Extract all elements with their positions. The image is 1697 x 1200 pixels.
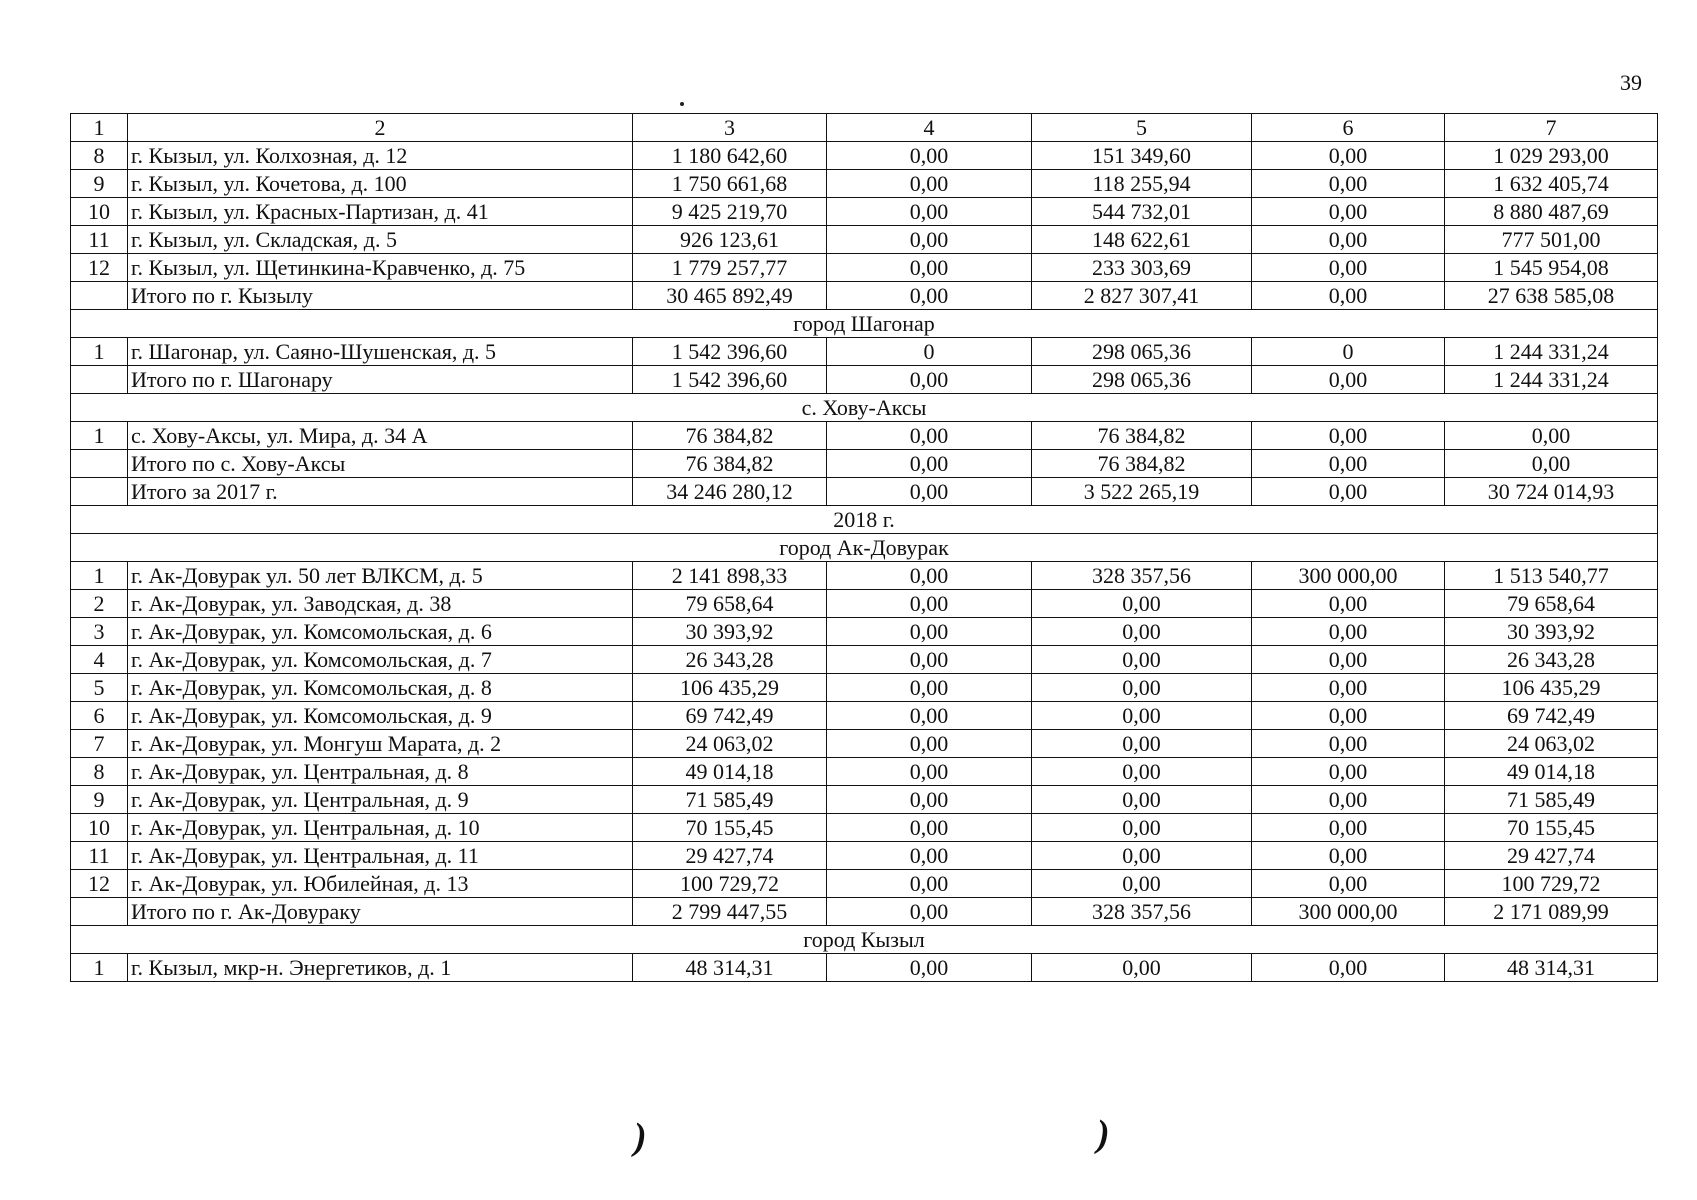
amount-cell: 1 244 331,24 xyxy=(1445,338,1658,366)
amount-cell: 1 779 257,77 xyxy=(633,254,827,282)
amount-cell: 29 427,74 xyxy=(1445,842,1658,870)
amount-cell: 0 xyxy=(827,338,1032,366)
amount-cell: 76 384,82 xyxy=(633,422,827,450)
amount-cell: 24 063,02 xyxy=(1445,730,1658,758)
amount-cell: 0,00 xyxy=(1252,702,1445,730)
table-row xyxy=(71,674,1658,702)
amount-cell: 0 xyxy=(1252,338,1445,366)
amount-cell: 0,00 xyxy=(827,674,1032,702)
amount-cell: 0,00 xyxy=(1032,842,1252,870)
address-cell: г. Кызыл, ул. Щетинкина-Кравченко, д. 75 xyxy=(128,254,633,282)
amount-cell: 106 435,29 xyxy=(1445,674,1658,702)
section-row xyxy=(71,926,1658,954)
amount-cell: 1 542 396,60 xyxy=(633,338,827,366)
estimate-table xyxy=(70,113,1658,982)
amount-cell: 0,00 xyxy=(827,254,1032,282)
amount-cell: 0,00 xyxy=(1032,814,1252,842)
amount-cell: 0,00 xyxy=(827,758,1032,786)
amount-cell: 79 658,64 xyxy=(1445,590,1658,618)
amount-cell: 76 384,82 xyxy=(1032,422,1252,450)
header-cell: 5 xyxy=(1032,114,1252,142)
table-row xyxy=(71,870,1658,898)
amount-cell: 71 585,49 xyxy=(633,786,827,814)
amount-cell: 26 343,28 xyxy=(633,646,827,674)
address-cell: г. Ак-Довурак, ул. Юбилейная, д. 13 xyxy=(128,870,633,898)
address-cell: г. Ак-Довурак, ул. Центральная, д. 10 xyxy=(128,814,633,842)
amount-cell: 0,00 xyxy=(827,954,1032,982)
amount-cell: 3 522 265,19 xyxy=(1032,478,1252,506)
table-row xyxy=(71,478,1658,506)
address-cell: г. Ак-Довурак, ул. Комсомольская, д. 9 xyxy=(128,702,633,730)
address-cell: г. Ак-Довурак, ул. Центральная, д. 11 xyxy=(128,842,633,870)
row-number: 10 xyxy=(71,814,128,842)
row-number: 8 xyxy=(71,142,128,170)
amount-cell: 0,00 xyxy=(827,198,1032,226)
amount-cell: 0,00 xyxy=(827,842,1032,870)
scan-speck xyxy=(680,102,684,106)
amount-cell: 0,00 xyxy=(1032,618,1252,646)
table-row xyxy=(71,590,1658,618)
address-cell: г. Ак-Довурак, ул. Комсомольская, д. 6 xyxy=(128,618,633,646)
row-number: 9 xyxy=(71,786,128,814)
amount-cell: 34 246 280,12 xyxy=(633,478,827,506)
amount-cell: 1 545 954,08 xyxy=(1445,254,1658,282)
header-cell: 3 xyxy=(633,114,827,142)
amount-cell: 0,00 xyxy=(1445,422,1658,450)
amount-cell: 49 014,18 xyxy=(633,758,827,786)
amount-cell: 0,00 xyxy=(1032,674,1252,702)
address-cell: г. Шагонар, ул. Саяно-Шушенская, д. 5 xyxy=(128,338,633,366)
address-cell: г. Ак-Довурак, ул. Заводская, д. 38 xyxy=(128,590,633,618)
amount-cell: 0,00 xyxy=(1252,758,1445,786)
handwritten-mark: ) xyxy=(1097,1113,1110,1155)
address-cell: Итого по г. Кызылу xyxy=(128,282,633,310)
amount-cell: 0,00 xyxy=(1252,282,1445,310)
amount-cell: 1 244 331,24 xyxy=(1445,366,1658,394)
row-number: 11 xyxy=(71,842,128,870)
table-row xyxy=(71,366,1658,394)
row-number: 8 xyxy=(71,758,128,786)
amount-cell: 70 155,45 xyxy=(1445,814,1658,842)
amount-cell: 0,00 xyxy=(827,590,1032,618)
amount-cell: 69 742,49 xyxy=(1445,702,1658,730)
section-row xyxy=(71,394,1658,422)
address-cell: г. Кызыл, мкр-н. Энергетиков, д. 1 xyxy=(128,954,633,982)
header-row xyxy=(71,114,1658,142)
amount-cell: 70 155,45 xyxy=(633,814,827,842)
amount-cell: 71 585,49 xyxy=(1445,786,1658,814)
row-number xyxy=(71,282,128,310)
amount-cell: 0,00 xyxy=(827,814,1032,842)
address-cell: Итого по г. Ак-Довураку xyxy=(128,898,633,926)
amount-cell: 79 658,64 xyxy=(633,590,827,618)
table-row xyxy=(71,786,1658,814)
address-cell: Итого за 2017 г. xyxy=(128,478,633,506)
amount-cell: 1 542 396,60 xyxy=(633,366,827,394)
table-row xyxy=(71,618,1658,646)
amount-cell: 1 029 293,00 xyxy=(1445,142,1658,170)
amount-cell: 0,00 xyxy=(1032,730,1252,758)
table-row xyxy=(71,282,1658,310)
header-cell: 6 xyxy=(1252,114,1445,142)
amount-cell: 0,00 xyxy=(827,786,1032,814)
section-title: 2018 г. xyxy=(71,506,1658,534)
amount-cell: 0,00 xyxy=(827,450,1032,478)
amount-cell: 0,00 xyxy=(1252,422,1445,450)
amount-cell: 106 435,29 xyxy=(633,674,827,702)
amount-cell: 1 632 405,74 xyxy=(1445,170,1658,198)
amount-cell: 27 638 585,08 xyxy=(1445,282,1658,310)
address-cell: г. Кызыл, ул. Кочетова, д. 100 xyxy=(128,170,633,198)
address-cell: г. Ак-Довурак, ул. Центральная, д. 8 xyxy=(128,758,633,786)
table-row xyxy=(71,422,1658,450)
amount-cell: 0,00 xyxy=(827,142,1032,170)
amount-cell: 48 314,31 xyxy=(1445,954,1658,982)
address-cell: г. Кызыл, ул. Колхозная, д. 12 xyxy=(128,142,633,170)
row-number: 2 xyxy=(71,590,128,618)
amount-cell: 0,00 xyxy=(827,226,1032,254)
header-cell: 1 xyxy=(71,114,128,142)
row-number: 1 xyxy=(71,338,128,366)
amount-cell: 30 393,92 xyxy=(1445,618,1658,646)
amount-cell: 2 141 898,33 xyxy=(633,562,827,590)
amount-cell: 0,00 xyxy=(827,618,1032,646)
amount-cell: 29 427,74 xyxy=(633,842,827,870)
table-row xyxy=(71,702,1658,730)
amount-cell: 0,00 xyxy=(827,646,1032,674)
amount-cell: 0,00 xyxy=(827,562,1032,590)
address-cell: г. Кызыл, ул. Складская, д. 5 xyxy=(128,226,633,254)
amount-cell: 151 349,60 xyxy=(1032,142,1252,170)
section-row xyxy=(71,310,1658,338)
amount-cell: 1 750 661,68 xyxy=(633,170,827,198)
table-row xyxy=(71,198,1658,226)
row-number: 1 xyxy=(71,422,128,450)
amount-cell: 0,00 xyxy=(1252,450,1445,478)
address-cell: г. Ак-Довурак, ул. Комсомольская, д. 8 xyxy=(128,674,633,702)
amount-cell: 298 065,36 xyxy=(1032,366,1252,394)
table-row xyxy=(71,730,1658,758)
amount-cell: 0,00 xyxy=(1252,198,1445,226)
address-cell: Итого по с. Хову-Аксы xyxy=(128,450,633,478)
amount-cell: 30 724 014,93 xyxy=(1445,478,1658,506)
amount-cell: 0,00 xyxy=(1032,786,1252,814)
amount-cell: 300 000,00 xyxy=(1252,898,1445,926)
amount-cell: 24 063,02 xyxy=(633,730,827,758)
row-number xyxy=(71,898,128,926)
row-number: 7 xyxy=(71,730,128,758)
row-number: 12 xyxy=(71,870,128,898)
amount-cell: 2 799 447,55 xyxy=(633,898,827,926)
row-number: 1 xyxy=(71,562,128,590)
amount-cell: 30 465 892,49 xyxy=(633,282,827,310)
row-number: 11 xyxy=(71,226,128,254)
amount-cell: 2 171 089,99 xyxy=(1445,898,1658,926)
handwritten-mark: ) xyxy=(634,1116,647,1158)
address-cell: г. Ак-Довурак, ул. Монгуш Марата, д. 2 xyxy=(128,730,633,758)
amount-cell: 0,00 xyxy=(1032,954,1252,982)
table-row xyxy=(71,646,1658,674)
amount-cell: 0,00 xyxy=(1252,226,1445,254)
amount-cell: 9 425 219,70 xyxy=(633,198,827,226)
amount-cell: 0,00 xyxy=(1252,674,1445,702)
address-cell: г. Ак-Довурак, ул. Центральная, д. 9 xyxy=(128,786,633,814)
table-row xyxy=(71,814,1658,842)
amount-cell: 0,00 xyxy=(827,478,1032,506)
table-row xyxy=(71,142,1658,170)
amount-cell: 0,00 xyxy=(827,870,1032,898)
amount-cell: 0,00 xyxy=(1032,646,1252,674)
amount-cell: 0,00 xyxy=(1252,366,1445,394)
amount-cell: 0,00 xyxy=(1032,758,1252,786)
amount-cell: 30 393,92 xyxy=(633,618,827,646)
amount-cell: 0,00 xyxy=(1252,254,1445,282)
amount-cell: 0,00 xyxy=(827,366,1032,394)
amount-cell: 0,00 xyxy=(827,170,1032,198)
amount-cell: 0,00 xyxy=(1252,478,1445,506)
table-row xyxy=(71,254,1658,282)
amount-cell: 1 180 642,60 xyxy=(633,142,827,170)
amount-cell: 0,00 xyxy=(1252,842,1445,870)
address-cell: с. Хову-Аксы, ул. Мира, д. 34 А xyxy=(128,422,633,450)
table-row xyxy=(71,170,1658,198)
amount-cell: 8 880 487,69 xyxy=(1445,198,1658,226)
address-cell: Итого по г. Шагонару xyxy=(128,366,633,394)
row-number: 9 xyxy=(71,170,128,198)
amount-cell: 0,00 xyxy=(1252,814,1445,842)
amount-cell: 118 255,94 xyxy=(1032,170,1252,198)
amount-cell: 0,00 xyxy=(1252,646,1445,674)
amount-cell: 2 827 307,41 xyxy=(1032,282,1252,310)
amount-cell: 0,00 xyxy=(1252,142,1445,170)
amount-cell: 0,00 xyxy=(827,702,1032,730)
table-row xyxy=(71,338,1658,366)
amount-cell: 926 123,61 xyxy=(633,226,827,254)
row-number: 5 xyxy=(71,674,128,702)
table-row xyxy=(71,898,1658,926)
amount-cell: 0,00 xyxy=(1032,590,1252,618)
amount-cell: 0,00 xyxy=(1252,730,1445,758)
amount-cell: 0,00 xyxy=(827,730,1032,758)
address-cell: г. Кызыл, ул. Красных-Партизан, д. 41 xyxy=(128,198,633,226)
amount-cell: 76 384,82 xyxy=(1032,450,1252,478)
row-number: 4 xyxy=(71,646,128,674)
amount-cell: 0,00 xyxy=(1252,954,1445,982)
header-cell: 4 xyxy=(827,114,1032,142)
amount-cell: 69 742,49 xyxy=(633,702,827,730)
amount-cell: 148 622,61 xyxy=(1032,226,1252,254)
amount-cell: 26 343,28 xyxy=(1445,646,1658,674)
amount-cell: 1 513 540,77 xyxy=(1445,562,1658,590)
amount-cell: 777 501,00 xyxy=(1445,226,1658,254)
amount-cell: 100 729,72 xyxy=(1445,870,1658,898)
amount-cell: 0,00 xyxy=(1252,618,1445,646)
amount-cell: 0,00 xyxy=(1252,590,1445,618)
amount-cell: 328 357,56 xyxy=(1032,898,1252,926)
page-number: 39 xyxy=(1620,70,1642,95)
table-row xyxy=(71,226,1658,254)
row-number xyxy=(71,478,128,506)
row-number: 1 xyxy=(71,954,128,982)
section-title: с. Хову-Аксы xyxy=(71,394,1658,422)
row-number: 6 xyxy=(71,702,128,730)
amount-cell: 48 314,31 xyxy=(633,954,827,982)
amount-cell: 0,00 xyxy=(1252,786,1445,814)
amount-cell: 0,00 xyxy=(1032,702,1252,730)
amount-cell: 0,00 xyxy=(1252,170,1445,198)
row-number: 12 xyxy=(71,254,128,282)
table-row xyxy=(71,842,1658,870)
address-cell: г. Ак-Довурак ул. 50 лет ВЛКСМ, д. 5 xyxy=(128,562,633,590)
amount-cell: 0,00 xyxy=(827,898,1032,926)
amount-cell: 0,00 xyxy=(1252,870,1445,898)
amount-cell: 0,00 xyxy=(1032,870,1252,898)
amount-cell: 76 384,82 xyxy=(633,450,827,478)
amount-cell: 100 729,72 xyxy=(633,870,827,898)
header-cell: 7 xyxy=(1445,114,1658,142)
section-row xyxy=(71,534,1658,562)
amount-cell: 544 732,01 xyxy=(1032,198,1252,226)
amount-cell: 300 000,00 xyxy=(1252,562,1445,590)
amount-cell: 298 065,36 xyxy=(1032,338,1252,366)
amount-cell: 233 303,69 xyxy=(1032,254,1252,282)
table-body xyxy=(71,114,1658,982)
address-cell: г. Ак-Довурак, ул. Комсомольская, д. 7 xyxy=(128,646,633,674)
table-row xyxy=(71,954,1658,982)
section-title: город Ак-Довурак xyxy=(71,534,1658,562)
amount-cell: 328 357,56 xyxy=(1032,562,1252,590)
amount-cell: 0,00 xyxy=(827,422,1032,450)
table-row xyxy=(71,450,1658,478)
row-number: 10 xyxy=(71,198,128,226)
table-row xyxy=(71,758,1658,786)
section-title: город Шагонар xyxy=(71,310,1658,338)
table-row xyxy=(71,562,1658,590)
amount-cell: 0,00 xyxy=(827,282,1032,310)
amount-cell: 0,00 xyxy=(1445,450,1658,478)
header-cell: 2 xyxy=(128,114,633,142)
row-number: 3 xyxy=(71,618,128,646)
amount-cell: 49 014,18 xyxy=(1445,758,1658,786)
section-row xyxy=(71,506,1658,534)
row-number xyxy=(71,366,128,394)
row-number xyxy=(71,450,128,478)
section-title: город Кызыл xyxy=(71,926,1658,954)
